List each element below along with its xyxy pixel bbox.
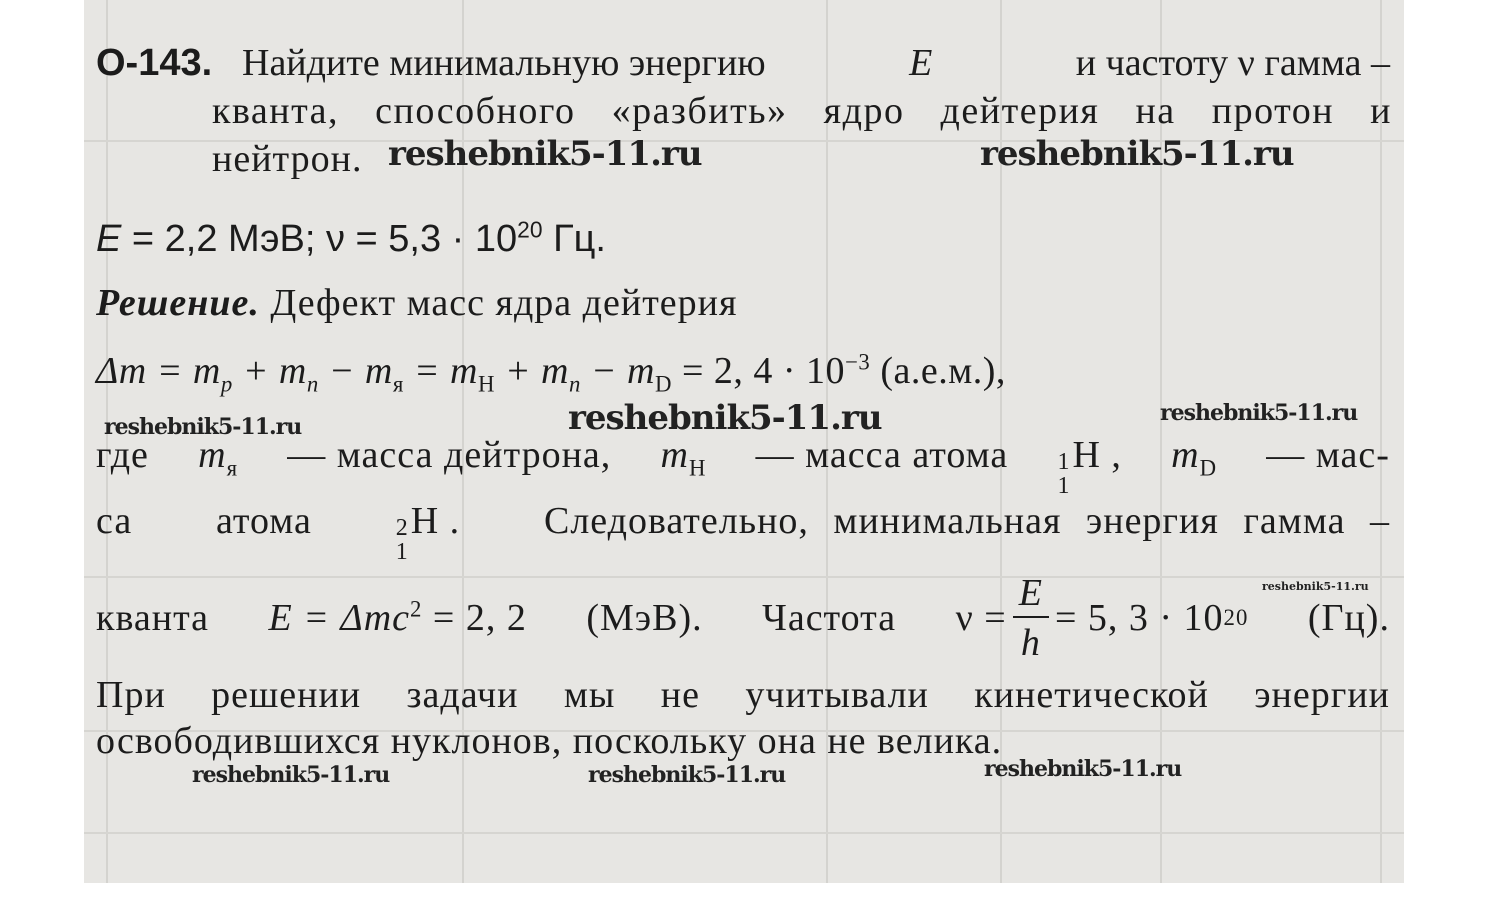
formula-part: + m: [494, 350, 569, 392]
mass-symbol: [198, 436, 238, 498]
answer-variable: E: [96, 218, 122, 260]
formula-part: Δm = m: [96, 350, 221, 392]
isotope-symbol: [1057, 436, 1121, 498]
formula-part: = m: [403, 350, 478, 392]
mass-subscript: я: [226, 455, 239, 481]
text-phrase: Следовательно, минимальная энергия гамма –: [543, 500, 1390, 542]
watermark: reshebnik5-11.ru: [980, 134, 1294, 174]
isotope-element: H .: [410, 500, 461, 542]
problem-line-3: нейтрон.: [212, 138, 363, 180]
mass-subscript: H: [688, 455, 707, 481]
mass-symbol-m: m: [1171, 434, 1200, 476]
formula-subscript: n: [306, 371, 319, 397]
text-phrase: — масса дейтрона,: [287, 434, 612, 476]
problem-number: О-143.: [96, 42, 213, 84]
isotope-atomic-number: 1: [395, 539, 409, 566]
fraction-numerator: E: [1013, 574, 1049, 618]
problem-text-part: и частоту ν гамма –: [1075, 42, 1390, 84]
conclusion-line-2: освободившихся нуклонов, поскольку она не велика.: [96, 720, 1003, 762]
energy-formula: [268, 596, 527, 639]
sa-atoma-line: [96, 502, 1390, 564]
problem-text-part: Найдите минимальную энергию: [242, 42, 766, 84]
energy-formula-lhs: E = Δmc: [268, 597, 411, 639]
formula-subscript: H: [477, 371, 495, 397]
frequency-label: Частота: [762, 597, 897, 639]
where-line: [96, 436, 1390, 498]
formula-subscript: я: [392, 371, 404, 397]
isotope-element: H ,: [1072, 434, 1122, 476]
energy-frequency-line: [96, 568, 1390, 668]
formula-part: − m: [318, 350, 393, 392]
frequency-lhs: ν =: [955, 597, 1007, 639]
mass-subscript: D: [1199, 455, 1218, 481]
text-word: атома: [216, 500, 312, 542]
mass-symbol: [661, 436, 707, 498]
isotope-atomic-number: 1: [1057, 473, 1071, 500]
formula-part: = 2, 4 · 10: [671, 350, 846, 392]
watermark: reshebnik5-11.ru: [1262, 580, 1369, 593]
frequency-formula: ν = $\frac{E}{h}$ = 5, 3 · 10 20: [955, 572, 1249, 664]
problem-text: [242, 44, 1390, 82]
watermark: reshebnik5-11.ru: [388, 134, 702, 174]
text-phrase: — масса атома: [755, 434, 1009, 476]
watermark: reshebnik5-11.ru: [984, 756, 1182, 782]
watermark: reshebnik5-11.ru: [192, 762, 390, 788]
answer-line: [96, 216, 606, 260]
isotope-mass-number: 2: [395, 515, 409, 542]
answer-exponent: 20: [517, 216, 543, 243]
answer-unit: Гц.: [542, 218, 606, 260]
watermark: reshebnik5-11.ru: [1160, 400, 1358, 426]
solution-heading-line: [96, 284, 738, 322]
text-word: где: [96, 434, 149, 476]
formula-subscript: n: [569, 371, 581, 397]
mass-symbol-m: m: [198, 434, 227, 476]
energy-unit: (МэВ).: [586, 597, 703, 639]
formula-part: (а.е.м.),: [870, 350, 1006, 392]
text-phrase: — мас-: [1266, 434, 1390, 476]
mass-symbol: [1171, 436, 1217, 498]
formula-exponent: 2: [410, 596, 423, 622]
problem-line-1: [96, 44, 1390, 82]
conclusion-line-1: При решении задачи мы не учитывали кинетической энергии: [96, 674, 1390, 716]
solution-intro: Дефект масс ядра дейтерия: [270, 282, 738, 324]
isotope-symbol: [396, 502, 460, 564]
watermark: reshebnik5-11.ru: [568, 398, 882, 438]
watermark: reshebnik5-11.ru: [104, 414, 302, 440]
answer-value: = 2,2 МэВ; ν = 5,3 · 10: [121, 218, 518, 260]
formula-subscript: D: [655, 371, 672, 397]
formula-exponent: −3: [845, 349, 871, 375]
watermark: reshebnik5-11.ru: [588, 762, 786, 788]
isotope-mass-number: 1: [1057, 449, 1071, 476]
frequency-unit: (Гц).: [1307, 597, 1390, 639]
fraction: [1013, 574, 1049, 662]
energy-value: = 2, 2: [422, 597, 527, 639]
bleed-grid-line: [84, 832, 1404, 834]
text-word: кванта: [96, 597, 210, 639]
mass-defect-formula: [96, 349, 1006, 397]
formula-part: − m: [580, 350, 655, 392]
formula-part: + m: [232, 350, 307, 392]
formula-subscript: p: [220, 371, 233, 397]
text-word: са: [96, 500, 133, 542]
energy-variable: E: [909, 42, 933, 84]
frequency-value: = 5, 3 · 10: [1054, 597, 1224, 639]
mass-symbol-m: m: [660, 434, 689, 476]
solution-heading: Решение.: [96, 282, 260, 324]
problem-line-2: кванта, способного «разбить» ядро дейтерия на протон и: [212, 90, 1392, 132]
fraction-denominator: h: [1020, 622, 1041, 664]
